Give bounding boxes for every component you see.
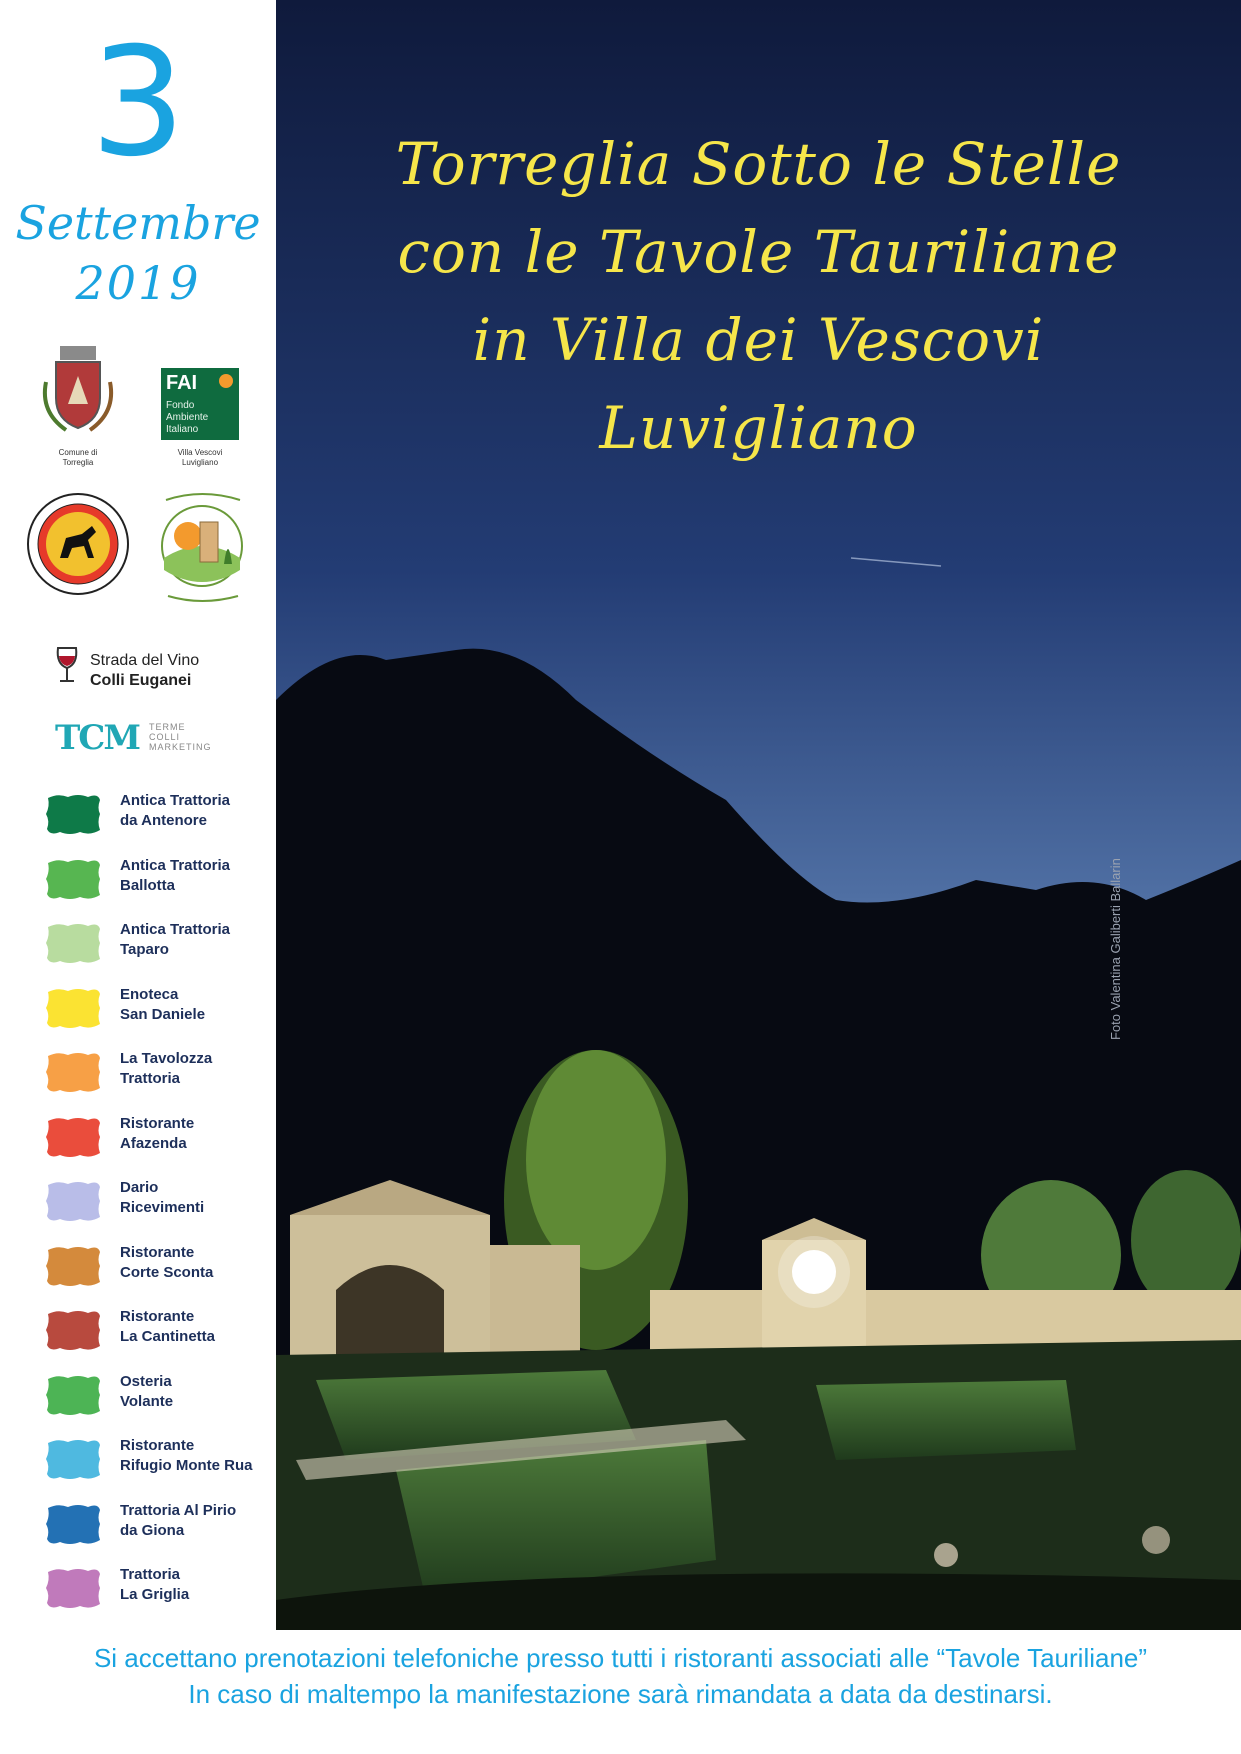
restaurant-name-line1: Ristorante xyxy=(120,1437,195,1454)
restaurant-name-line2: Corte Sconta xyxy=(120,1264,214,1281)
restaurant-item xyxy=(40,1496,276,1552)
restaurant-item xyxy=(40,786,276,842)
restaurant-color-swatch xyxy=(44,1566,102,1610)
restaurant-color-swatch xyxy=(44,1502,102,1546)
doc-consorzio-seal-logo xyxy=(26,492,130,596)
restaurant-color-swatch xyxy=(44,1115,102,1159)
title-line-2: con le Tavole Tauriliane xyxy=(397,218,1120,286)
restaurant-name-line1: Ristorante xyxy=(120,1115,195,1132)
restaurant-name-line2: Volante xyxy=(120,1393,174,1410)
restaurant-color-swatch xyxy=(44,1373,102,1417)
restaurant-name-line2: da Antenore xyxy=(120,812,207,829)
restaurant-name-line2: San Daniele xyxy=(120,1006,206,1023)
restaurant-name-line2: Ricevimenti xyxy=(120,1199,205,1216)
restaurant-name-line1: Antica Trattoria xyxy=(120,857,231,874)
tcm-logo: TCM TERME COLLI MARKETING xyxy=(55,718,212,758)
restaurant-item xyxy=(40,1560,276,1616)
restaurant-name-line2: da Giona xyxy=(120,1522,185,1539)
restaurant-name-line1: Trattoria xyxy=(120,1566,181,1583)
restaurant-item xyxy=(40,1109,276,1165)
restaurant-item xyxy=(40,1367,276,1423)
restaurant-item xyxy=(40,1238,276,1294)
restaurant-name-line2: La Griglia xyxy=(120,1586,190,1603)
restaurant-color-swatch xyxy=(44,792,102,836)
comune-torreglia-crest-logo xyxy=(36,342,120,438)
restaurant-item xyxy=(40,980,276,1036)
title-line-1: Torreglia Sotto le Stelle xyxy=(395,130,1122,198)
restaurant-color-swatch xyxy=(44,1244,102,1288)
restaurant-name-line1: Ristorante xyxy=(120,1244,195,1261)
event-title xyxy=(276,120,1241,472)
restaurant-name-line2: La Cantinetta xyxy=(120,1328,216,1345)
restaurant-name-line1: Antica Trattoria xyxy=(120,792,231,809)
restaurant-item xyxy=(40,915,276,971)
restaurant-color-swatch xyxy=(44,1050,102,1094)
restaurant-name-line1: Antica Trattoria xyxy=(120,921,231,938)
restaurant-item xyxy=(40,1431,276,1487)
restaurant-color-swatch xyxy=(44,1308,102,1352)
footer-line-2: In caso di maltempo la manifestazione sarà rimandata a data da destinarsi. xyxy=(188,1679,1053,1709)
title-line-3: in Villa dei Vescovi xyxy=(472,306,1045,374)
restaurant-name-line1: Dario xyxy=(120,1179,159,1196)
footer-line-1: Si accettano prenotazioni telefoniche presso tutti i ristoranti associati alle “Tavole Tauriliane” xyxy=(93,1643,1148,1673)
tavole-tauriliane-logo xyxy=(152,484,252,608)
comune-caption: Comune di Torreglia xyxy=(58,448,98,467)
restaurant-color-swatch xyxy=(44,1437,102,1481)
strada-del-vino-logo: Strada del Vino Colli Euganei xyxy=(52,636,242,692)
fai-caption: Villa Vescovi Luvigliano xyxy=(177,448,223,467)
restaurant-color-swatch xyxy=(44,857,102,901)
restaurant-name-line1: Osteria xyxy=(120,1373,172,1390)
restaurant-color-swatch xyxy=(44,986,102,1030)
restaurant-name-line1: Ristorante xyxy=(120,1308,195,1325)
restaurant-name-line1: La Tavolozza xyxy=(120,1050,213,1067)
wine-glass-icon xyxy=(52,646,82,686)
restaurant-name-line1: Enoteca xyxy=(120,986,179,1003)
title-line-4: Luvigliano xyxy=(599,394,918,462)
restaurant-item xyxy=(40,1044,276,1100)
restaurant-name-line2: Rifugio Monte Rua xyxy=(120,1457,253,1474)
event-year: 2019 xyxy=(75,256,201,310)
restaurant-item xyxy=(40,1302,276,1358)
event-month: Settembre xyxy=(15,196,261,250)
restaurant-color-swatch xyxy=(44,921,102,965)
footer-notice xyxy=(0,1640,1241,1712)
left-column xyxy=(0,0,276,1630)
restaurant-item xyxy=(40,1173,276,1229)
restaurant-name-line2: Trattoria xyxy=(120,1070,181,1087)
restaurant-color-swatch xyxy=(44,1179,102,1223)
restaurant-name-line2: Afazenda xyxy=(120,1135,187,1152)
restaurant-name-line1: Trattoria Al Pirio xyxy=(120,1502,237,1519)
event-day: 3 xyxy=(90,16,186,190)
fai-logo: FAI Fondo Ambiente Italiano xyxy=(161,368,239,440)
fai-flower-icon xyxy=(219,374,233,388)
photo-credit: Foto Valentina Galiberti Ballarin xyxy=(1108,858,1123,1040)
restaurant-name-line2: Ballotta xyxy=(120,877,176,894)
restaurant-item xyxy=(40,851,276,907)
restaurant-name-line2: Taparo xyxy=(120,941,169,958)
